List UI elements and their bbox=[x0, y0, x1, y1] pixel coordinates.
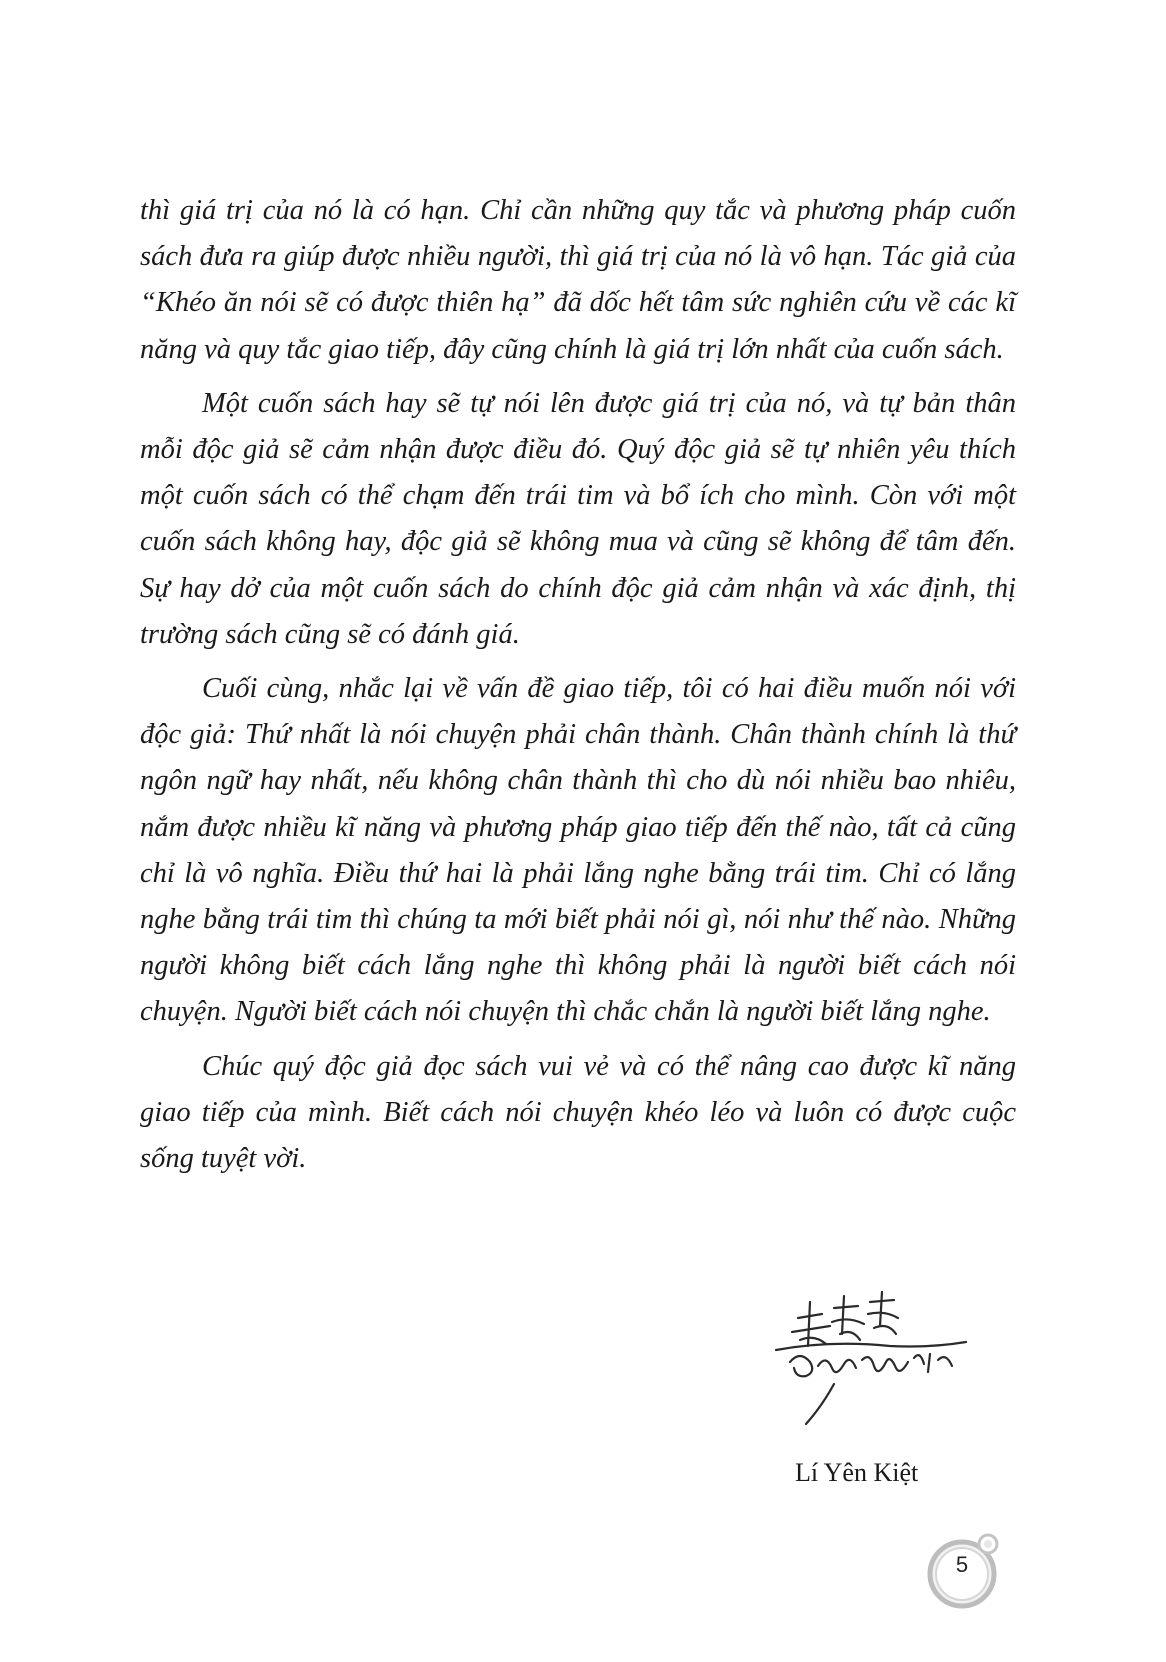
paragraph: Cuối cùng, nhắc lại về vấn đề giao tiếp, tôi có hai điều muốn nói với độc giả: Thứ nhất là nói chuyện phải chân thành. Chân thành chính là thứ ngôn ngữ hay nhất, nếu không chân thành thì cho dù nói nhiều bao nhiêu, nắm được nhiều kĩ năng và phương pháp giao tiếp đến thế nào, tất cả cũng chỉ là vô nghĩa. Điều thứ hai là phải lắng nghe bằng trái tim. Chỉ có lắng nghe bằng trái tim thì chúng ta mới biết phải nói gì, nói như thế nào. Những người không biết cách lắng nghe thì không phải là người biết cách nói chuyện. Người biết cách nói chuyện thì chắc chắn là người biết lắng nghe. bbox=[140, 673, 1016, 1028]
paragraph: Một cuốn sách hay sẽ tự nói lên được giá trị của nó, và tự bản thân mỗi độc giả sẽ cảm nhận được điều đó. Quý độc giả sẽ tự nhiên yêu thích một cuốn sách có thể chạm đến trái tim và bổ ích cho mình. Còn với một cuốn sách không hay, độc giả sẽ không mua và cũng sẽ không để tâm đến. Sự hay dở của một cuốn sách do chính độc giả cảm nhận và xác định, thị trường sách cũng sẽ có đánh giá. bbox=[140, 387, 1016, 650]
body-text bbox=[140, 188, 1016, 1190]
paragraph-continued: thì giá trị của nó là có hạn. Chỉ cần những quy tắc và phương pháp cuốn sách đưa ra giúp được nhiều người, thì giá trị của nó là vô hạn. Tác giả của “Khéo ăn nói sẽ có được thiên hạ” đã dốc hết tâm sức nghiên cứu về các kĩ năng và quy tắc giao tiếp, đây cũng chính là giá trị lớn nhất của cuốn sách. bbox=[140, 195, 1016, 365]
author-name: Lí Yên Kiệt bbox=[795, 1458, 919, 1487]
paragraph: Chúc quý độc giả đọc sách vui vẻ và có thể nâng cao được kĩ năng giao tiếp của mình. Biết cách nói chuyện khéo léo và luôn có được cuộc sống tuyệt vời. bbox=[140, 1050, 1016, 1175]
page-number: 5 bbox=[955, 1552, 969, 1577]
page-number-badge bbox=[926, 1530, 1010, 1610]
author-signature bbox=[770, 1288, 970, 1428]
